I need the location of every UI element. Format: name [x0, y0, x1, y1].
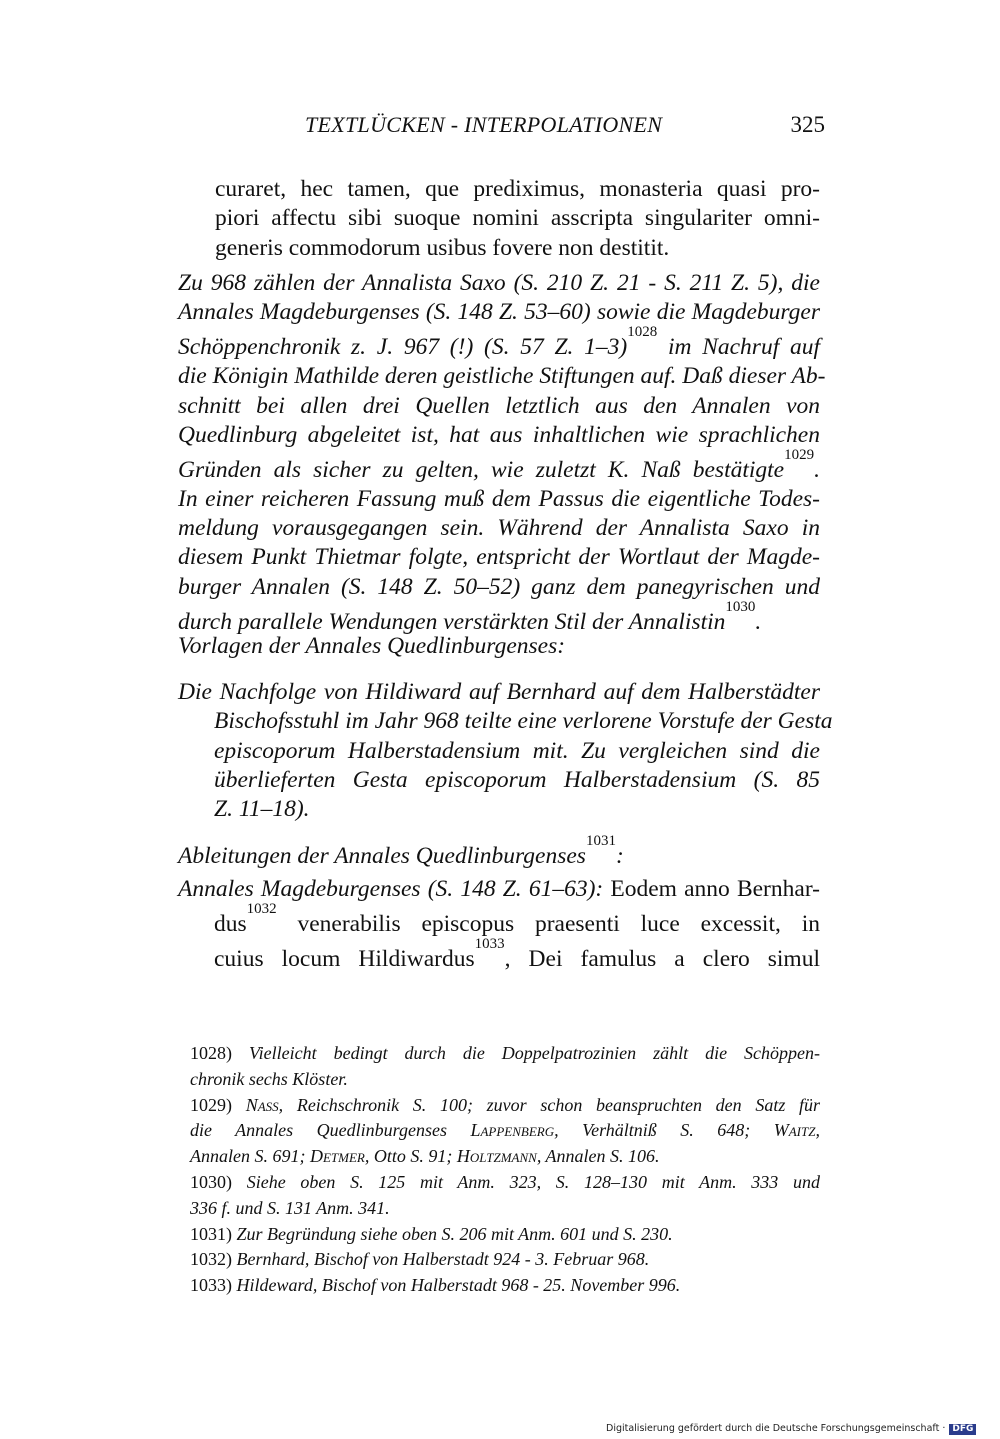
footnote-ref[interactable]: 1029 [784, 447, 815, 464]
footnotes [190, 1041, 820, 1299]
credit-text: Digitalisierung gefördert durch die Deutsche Forschungsgemeinschaft · [606, 1423, 946, 1434]
running-header [305, 112, 825, 148]
text-line: Gründen als sicher zu gelten, wie zuletzt K. Naß bestätigte$^{1029}$. [178, 447, 820, 483]
paragraph-annalista [178, 269, 826, 637]
text-line: episcoporum Halberstadensium mit. Zu vergleichen sind die [214, 737, 820, 764]
page-number: 325 [790, 112, 825, 137]
text-line: Z. 11–18). [214, 796, 310, 823]
footnote-1029-cont: Annalen S. 691; Detmer, Otto S. 91; Holtzmann, Annalen S. 106. [190, 1146, 660, 1167]
text-line: burger Annalen (S. 148 Z. 50–52) ganz dem panegyrischen und [178, 573, 820, 600]
text-line: Annales Magdeburgenses (S. 148 Z. 61–63): Eodem anno Bernhar- [178, 876, 820, 902]
footnote-1033: 1033) Hildeward, Bischof von Halberstadt 968 - 25. November 996. [190, 1275, 681, 1296]
digitization-credit [606, 1423, 976, 1435]
text-line: piori affectu sibi suoque nomini asscripta singulariter omni- [215, 205, 820, 232]
text-line: diesem Punkt Thietmar folgte, entspricht der Wortlaut der Magde- [178, 544, 820, 571]
footnote-ref[interactable]: 1033 [474, 936, 505, 953]
text-line: die Königin Mathilde deren geistliche Stiftungen auf. Daß dieser Ab- [178, 363, 826, 390]
text-line: meldung vorausgegangen sein. Während der Annalista Saxo in [178, 515, 820, 542]
section-heading-vorlagen: Vorlagen der Annales Quedlinburgenses: [178, 633, 566, 659]
footnote-ref[interactable]: 1030 [725, 598, 756, 615]
footnote-ref[interactable]: 1031 [585, 833, 616, 849]
footnote-1028-cont: chronik sechs Klöster. [190, 1068, 348, 1089]
text-line: durch parallele Wendungen verstärkten Stil der Annalistin$^{1030}$. [178, 598, 762, 635]
footnote-1028: 1028) Vielleicht bedingt durch die Doppelpatrozinien zählt die Schöppen- [190, 1043, 821, 1063]
text-line: Zu 968 zählen der Annalista Saxo (S. 210 Z. 21 - S. 211 Z. 5), die [178, 270, 820, 296]
footnote-1030: 1030) Siehe oben S. 125 mit Anm. 323, S. 128–130 mit Anm. 333 und [190, 1171, 821, 1192]
text-line: Annales Magdeburgenses (S. 148 Z. 53–60) sowie die Magdeburger [178, 299, 820, 326]
running-title: TEXTLÜCKEN - INTERPOLATIONEN [305, 112, 663, 137]
text-line: Die Nachfolge von Hildiward auf Bernhard auf dem Halberstädter [178, 679, 820, 705]
paragraph-nachfolge [178, 678, 833, 824]
footnote-1029-cont: die Annales Quedlinburgenses Lappenberg, Verhältniß S. 648; Waitz, [190, 1120, 820, 1141]
footnote-1031: 1031) Zur Begründung siehe oben S. 206 mit Anm. 601 und S. 230. [190, 1223, 673, 1244]
text-line: generis commodorum usibus fovere non destitit. [215, 234, 670, 261]
text-line: überlieferten Gesta episcoporum Halberstadensium (S. 85 [214, 766, 820, 793]
footnote-ref[interactable]: 1028 [627, 324, 658, 341]
text-line: dus$^{1032}$ venerabilis episcopus praesenti luce excessit, in [214, 901, 820, 938]
latin-quote-block [215, 175, 820, 263]
text-line: Bischofsstuhl im Jahr 968 teilte eine verlorene Vorstufe der Gesta [214, 708, 833, 735]
paragraph-magdeburgenses [178, 875, 820, 975]
text-line: schnitt bei allen drei Quellen letztlich aus den Annalen von [178, 392, 820, 419]
footnote-1029: 1029) Nass, Reichschronik S. 100; zuvor schon beanspruchten den Satz für [190, 1094, 821, 1115]
section-heading-ableitungen: Ableitungen der Annales Quedlinburgenses$^{1031}$: [178, 833, 624, 869]
text-line: curaret, hec tamen, que prediximus, monasteria quasi pro- [215, 176, 820, 202]
text-line: cuius locum Hildiwardus$^{1033}$, Dei famulus a clero simul [214, 936, 820, 973]
text-line: Schöppenchronik z. J. 967 (!) (S. 57 Z. 1–3)$^{1028}$ im Nachruf auf [178, 324, 820, 361]
dfg-logo: DFG [949, 1424, 976, 1435]
footnote-1030-cont: 336 f. und S. 131 Anm. 341. [190, 1197, 390, 1218]
footnote-ref[interactable]: 1032 [246, 901, 277, 918]
footnote-1032: 1032) Bernhard, Bischof von Halberstadt 924 - 3. Februar 968. [190, 1249, 650, 1270]
text-line: Quedlinburg abgeleitet ist, hat aus inhaltlichen wie sprachlichen [178, 421, 820, 448]
text-line: In einer reicheren Fassung muß dem Passus die eigentliche Todes- [178, 486, 820, 513]
